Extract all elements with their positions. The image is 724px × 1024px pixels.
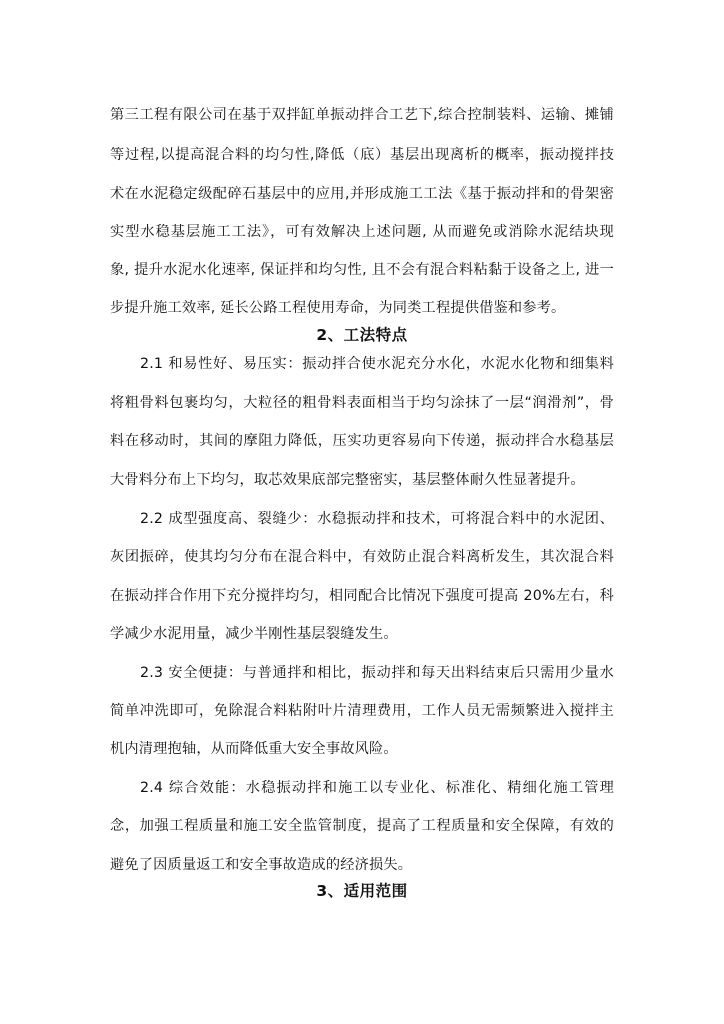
paragraph-line: 念，加强工程质量和施工安全监管制度，提高了工程质量和安全保障，有效的: [110, 818, 614, 834]
intro-line: 步提升施工效率, 延长公路工程使用寿命，为同类工程提供借鉴和参考。: [110, 300, 566, 316]
paragraph-line: 学减少水泥用量，减少半刚性基层裂缝发生。: [110, 626, 398, 642]
paragraph-line: 大骨料分布上下均匀，取芯效果底部完整密实，基层整体耐久性显著提升。: [110, 472, 585, 488]
intro-line: 象, 提升水泥水化速率, 保证拌和均匀性, 且不会有混合料粘黏于设备之上, 进一: [110, 262, 614, 278]
intro-line: 术在水泥稳定级配碎石基层中的应用,并形成施工工法《基于振动拌和的骨架密: [110, 186, 614, 202]
intro-line: 实型水稳基层施工工法》，可有效解决上述问题, 从而避免或消除水泥结块现: [110, 224, 614, 240]
section-heading-features: 2、工法特点: [316, 326, 408, 344]
paragraph-line: 在振动拌合作用下充分搅拌均匀，相同配合比情况下强度可提高 20%左右，科: [110, 588, 614, 604]
paragraph-line: 2.2 成型强度高、裂缝少：水稳振动拌和技术，可将混合料中的水泥团、: [140, 511, 614, 527]
paragraph-line: 2.1 和易性好、易压实：振动拌合使水泥充分水化，水泥水化物和细集料: [140, 356, 614, 372]
paragraph-line: 2.3 安全便捷：与普通拌和相比，振动拌和每天出料结束后只需用少量水: [140, 665, 614, 681]
paragraph-line: 灰团振碎，使其均匀分布在混合料中，有效防止混合料离析发生，其次混合料: [110, 549, 614, 565]
paragraph-line: 2.4 综合效能：水稳振动拌和施工以专业化、标准化、精细化施工管理: [140, 780, 614, 796]
intro-line: 第三工程有限公司在基于双拌缸单振动拌合工艺下,综合控制装料、运输、摊铺: [110, 107, 614, 123]
section-heading-scope: 3、适用范围: [316, 882, 408, 900]
paragraph-line: 避免了因质量返工和安全事故造成的经济损失。: [110, 857, 413, 873]
paragraph-line: 机内清理抱轴，从而降低重大安全事故风险。: [110, 741, 398, 757]
intro-line: 等过程,以提高混合料的均匀性,降低（底）基层出现离析的概率，振动搅拌技: [110, 147, 614, 163]
paragraph-line: 料在移动时，其间的摩阻力降低，压实功更容易向下传递，振动拌合水稳基层: [110, 433, 614, 449]
paragraph-line: 将粗骨料包裹均匀，大粒径的粗骨料表面相当于均匀涂抹了一层“润滑剂”，骨: [110, 395, 614, 411]
paragraph-line: 简单冲洗即可，免除混合料粘附叶片清理费用，工作人员无需频繁进入搅拌主: [110, 703, 614, 719]
